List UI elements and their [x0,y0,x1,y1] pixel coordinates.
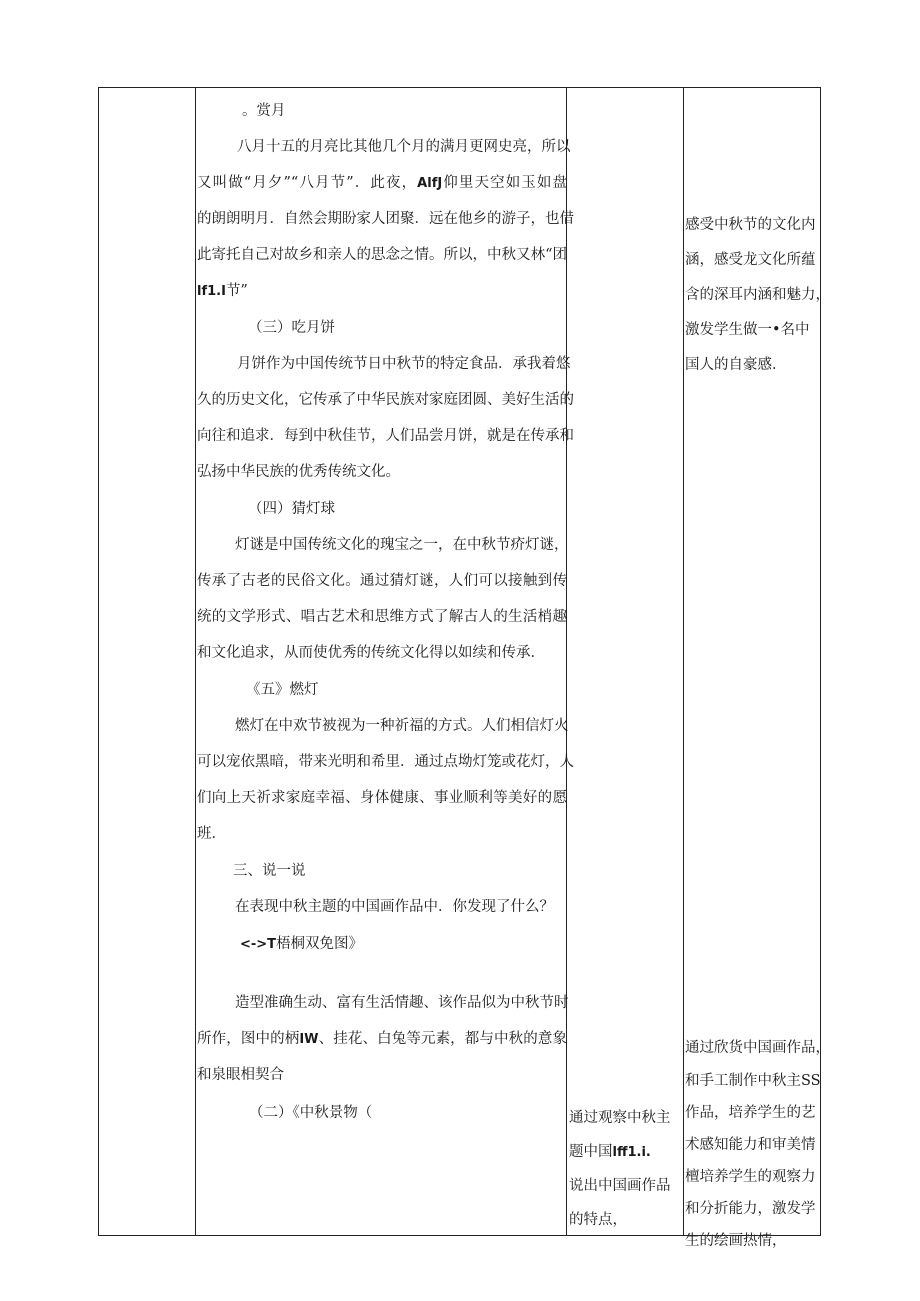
content-line: 三、说一说 [233,863,306,879]
goal-line: 感受中秋节的文化内 [685,217,816,233]
content-line: 和泉眼相契合 [197,1067,284,1083]
goal-line: 檀培养学生的观察力 [685,1169,816,1185]
garbled-run: <->T [240,937,277,952]
content-line: 灯谜是中国传统文化的瑰宝之一，在中秋节疥灯谜， [235,537,569,553]
content-line: 和文化追求，从而使优秀的传统文化得以如续和传承． [197,645,545,661]
column-divider [195,88,196,1235]
content-line: 在表现中秋主题的中国画作品中．你发现了什么？ [235,899,554,915]
text-run: 题中国 [569,1144,613,1160]
content-line [197,281,248,302]
content-line: 此寄托自己对故乡和亲人的思念之情。所以，中秋又林“团 [197,247,567,263]
goal-line: 含的深耳内涵和魅力， [685,287,830,303]
content-line [240,934,363,955]
text-run: 梧桐双免图》 [276,936,364,952]
text-run: 所作，图中的柄 [197,1031,300,1047]
content-line: 统的文学形式、唱古艺术和思维方式了解古人的生活梢趣 [197,609,567,625]
goal-line: 作品，培养学生的艺 [685,1105,816,1121]
activity-line: 说出中国画作品 [569,1178,671,1194]
text-run: 、挂花、白兔等元素，都与中秋的意象 [318,1031,568,1047]
activity-line: 通过观察中秋主 [569,1110,671,1126]
content-line: 们向上天祈求家庭幸福、身体健康、事业顺利等美好的愿 [197,790,567,806]
content-line: （四）猜灯球 [248,501,335,517]
content-line: 弘扬中华民族的优秀传统文化。 [197,464,400,480]
text-run: 节” [225,283,248,299]
text-run: 仰里天空如玉如盘 [442,175,567,191]
content-line [197,1029,567,1050]
content-line: 造型准确生动、富有生活情趣、该作品似为中秋节时 [235,995,569,1011]
garbled-run: IW [299,1032,319,1047]
garbled-run: lf1.I [197,284,226,299]
content-line: 燃灯在中欢节被视为一种祈福的方式。人们相信灯火 [235,718,569,734]
activity-line [569,1142,651,1163]
goal-line: 国人的自豪感． [685,357,787,373]
content-line: （二）《中秋景物（ [249,1105,373,1121]
content-line: 可以宠依黑暗，带来光明和希里．通过点坳灯笼或花灯，人 [197,754,574,770]
content-line: 《五》燃灯 [246,682,319,698]
goal-line: 激发学生做一•名中 [685,322,810,338]
goal-line: 通过欣货中国画作品， [685,1040,830,1056]
garbled-run: AlfJ [417,176,443,191]
content-line [197,173,567,194]
text-run: 又叫做“月夕”“八月节”．此夜， [197,175,418,191]
content-line: 久的历史文化，它传承了中华民族对家庭团圆、美好生活的 [197,392,574,408]
content-line: （三）吃月饼 [248,320,335,336]
content-line: 。赏月 [242,103,286,119]
goal-line: 生的绘画热情， [685,1233,787,1249]
content-line: 传承了古老的民俗文化。通过猜灯谜，人们可以接触到传 [197,573,567,589]
column-divider [683,88,684,1235]
content-line: 的朗朗明月．自然会期盼家人团聚．远在他乡的游子，也借 [197,211,574,227]
goal-line: 涵，感受龙文化所蕴 [685,252,816,268]
activity-line: 的特点， [569,1212,627,1228]
goal-line: 术感知能力和审美情 [685,1137,816,1153]
garbled-run: lff1.i. [612,1145,651,1160]
content-line: 班． [197,826,226,842]
goal-line: 和分折能力，激发学 [685,1201,816,1217]
goal-line: 和手工制作中秋主SS [685,1073,821,1089]
content-line: 月饼作为中国传统节日中秋节的特定食品．承我着悠 [237,356,571,372]
content-line: 八月十五的月亮比其他几个月的满月更网史亮，所以 [237,139,571,155]
content-line: 向往和追求．每到中秋佳节，人们品尝月饼，就是在传承和 [197,428,574,444]
